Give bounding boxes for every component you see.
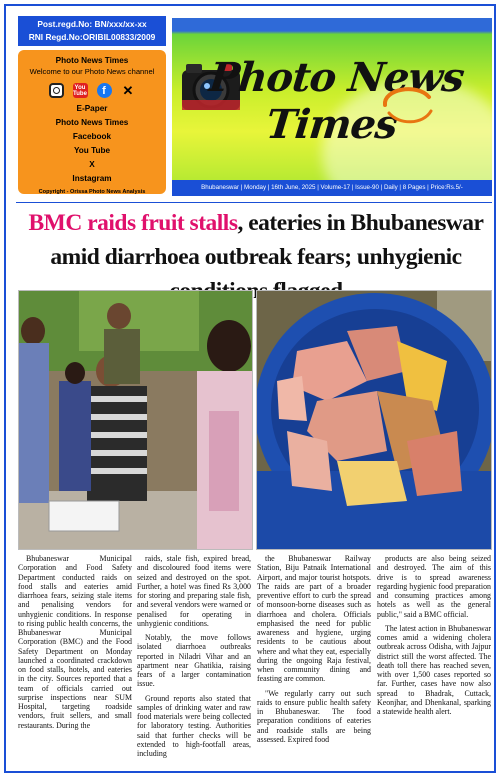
headline-highlight: BMC raids fruit stalls xyxy=(28,210,238,236)
social-icons xyxy=(18,83,166,98)
paragraph: raids, stale fish, expired bread, and discoloured food items were seized and destroyed on the spot. Further, a hotel was fined Rs 3,000 for storing and preparing stale fish, and several vendors were warned or penalised for operating in unhygienic conditions. xyxy=(137,554,251,628)
registration-box xyxy=(18,16,166,46)
info-title: Photo News Times xyxy=(55,56,129,65)
issue-info-bar: Bhubaneswar | Monday | 16th June, 2025 | Volume-17 | Issue-90 | Daily | 8 Pages | Price:Rs.5/- xyxy=(172,180,492,196)
youtube-icon[interactable]: You Tube xyxy=(73,84,87,97)
link-list xyxy=(18,102,166,186)
paragraph: "We regularly carry out such raids to ensure public health safety in Bhubaneswar. The food preparation conditions of eateries and roadside stalls are being assessed. Expired food xyxy=(257,688,371,744)
link-photo-news-times[interactable]: Photo News Times xyxy=(55,118,129,127)
article-column-3 xyxy=(257,554,371,773)
swoosh-decoration xyxy=(377,83,437,127)
rni-registration: RNI Regd.No:ORIBIL00833/2009 xyxy=(28,32,156,42)
masthead-banner xyxy=(172,18,492,180)
link-facebook[interactable]: Facebook xyxy=(72,132,112,141)
paragraph: The latest action in Bhubaneswar comes amid a widening cholera outbreak across Odisha, with Jajpur district still the worst affected. The death toll there has reached seven, with over 1,500 cases reported so far. Further, cases have now also spread to Bhadrak, Cuttack, Keonjhar, and Dhenkanal, sparking a statewide health alert. xyxy=(377,623,491,716)
photo-seized-stale-fish xyxy=(256,290,492,550)
photo-inspection-officials xyxy=(18,290,253,550)
barrel-scene-image xyxy=(257,291,492,550)
headline-rest: , eateries in Bhubaneswar amid diarrhoea outbreak fears; unhygienic xyxy=(50,210,484,270)
article-column-2 xyxy=(137,554,251,773)
masthead-title: Photo News Times xyxy=(207,54,466,148)
paragraph: Bhubaneswar Municipal Corporation and Food Safety Department conducted raids on food stalls and eateries amid diarrhoea fears, seizing stale items and penalising vendors for unhygienic conditions. In response to rising public health concerns, the Bhubaneswar Municipal Corporation (BMC) and the Food Safety Department on Monday launched a coordinated crackdown on food stalls, hotels, and eateries in the city. Sources reported that a team of officials carried out surprise inspections near SUM Hospital, targeting roadside vendors, fruit sellers, and small restaurants. During the xyxy=(18,554,132,730)
social-info-box xyxy=(18,50,166,194)
instagram-icon[interactable] xyxy=(49,83,64,98)
paragraph: Notably, the move follows isolated diarrhoea outbreaks reported in Niladri Vihar and an apartment near Ghatikia, raising fears of a larger contamination issue. xyxy=(137,633,251,689)
link-x[interactable]: X xyxy=(89,160,95,169)
link-youtube[interactable]: You Tube xyxy=(73,146,111,155)
postal-registration: Post.regd.No: BN/xxx/xx-xx xyxy=(37,19,147,29)
newspaper-page xyxy=(4,4,496,773)
copyright-note: Copyright - Orissa Photo News Analysis xyxy=(38,189,146,195)
masthead-divider xyxy=(16,202,492,203)
paragraph: Ground reports also stated that samples of drinking water and raw food materials were being collected for laboratory testing. Authorities said that further checks will be extended to high-footfall areas, including xyxy=(137,693,251,758)
info-welcome: Welcome to our Photo News channel xyxy=(29,67,155,76)
facebook-icon[interactable]: f xyxy=(97,83,112,98)
paragraph: products are also being seized and destroyed. The aim of this drive is to spread awareness regarding hygienic food preparation and consuming practices among hotels as well as the general public," said a BMC official. xyxy=(377,554,491,619)
link-epaper[interactable]: E-Paper xyxy=(76,104,108,113)
x-icon[interactable]: ✕ xyxy=(122,82,134,98)
article-column-1 xyxy=(18,554,132,773)
inspection-scene-image xyxy=(19,291,253,550)
paragraph: the Bhubaneswar Railway Station, Biju Patnaik International Airport, and major tourist hotspots. The raids are part of a broader preventive effort to curb the spread of monsoon-borne diseases such as diarrhoea and cholera. Officials emphasised the need for public awareness and hygiene, urging residents to be cautious about where and what they eat, especially during the ongoing Raja festival, when community dining and feasting are common. xyxy=(257,554,371,684)
link-instagram[interactable]: Instagram xyxy=(72,174,112,183)
article-column-4 xyxy=(377,554,491,773)
